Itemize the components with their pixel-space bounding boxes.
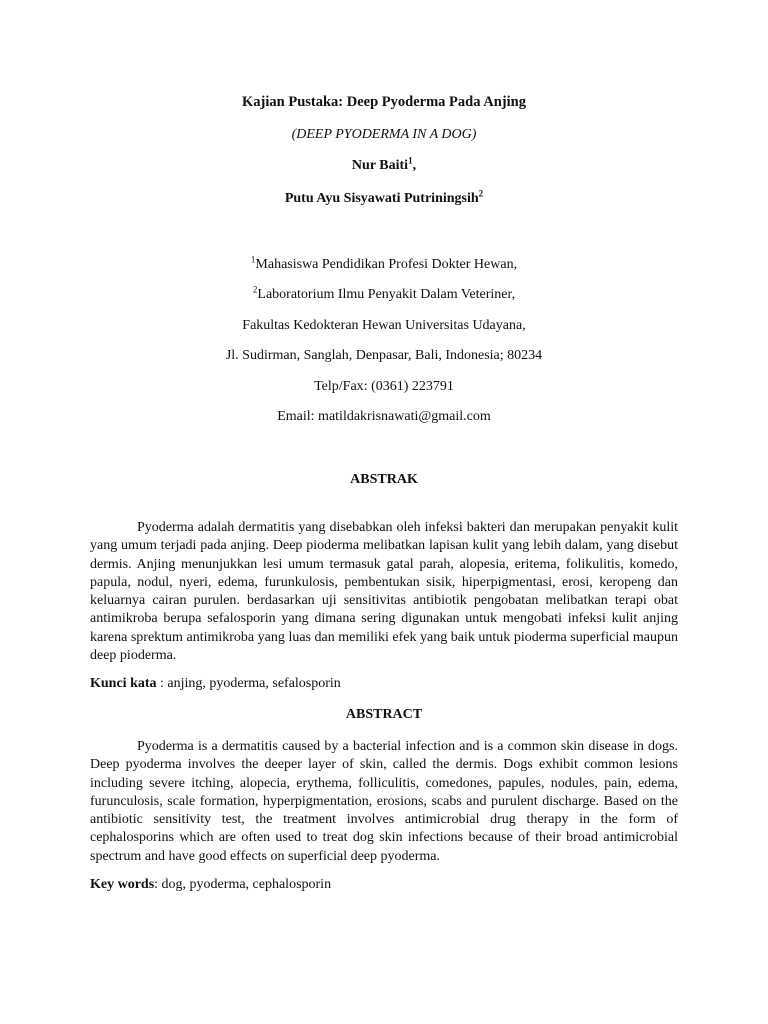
abstract-keywords-label: Key words [90,877,155,892]
affiliation-2 [0,284,768,303]
affiliation-email: Email: matildakrisnawati@gmail.com [277,409,491,424]
author-1 [0,155,768,174]
affiliation-1-text: Mahasiswa Pendidikan Profesi Dokter Hewan, [255,257,518,272]
abstrak-keywords-text: : anjing, pyoderma, sefalosporin [156,676,341,691]
author-1-name: Nur Baiti [351,158,409,173]
abstrak-body-text: Pyoderma adalah dermatitis yang disebabkan oleh infeksi bakteri dan merupakan penyakit kulit yang umum terjadi pada anjing. Deep pioderma melibatkan lapisan kulit yang lebih dalam, yang disebut dermis. Anjing menunjukkan lesi umum termasuk gatal parah, alopesia, eritema, folikulitis, komedo, papula, nodul, nyeri, edema, furunkulosis, pembentukan sisik, hiperpigmentasi, erosi, keropeng dan keluarnya cairan purulen. berdasarkan uji sensitivitas antibiotik pengobatan melibatkan terapi obat antimikroba berupa sefalosporin yang dimana sering digunakan untuk mengobati infeksi kulit anjing karena sprektum antimikroba yang luas dan memiliki efek yang baik untuk pioderma superficial maupun deep pioderma. [90,520,678,664]
affiliation-phone: Telp/Fax: (0361) 223791 [314,379,454,394]
affiliation-1 [0,254,768,273]
author-2 [0,188,768,207]
abstract-body [90,738,678,866]
abstract-keywords [90,877,678,893]
affiliation-2-sup: 2 [252,284,258,295]
affiliation-1-sup: 1 [250,254,256,265]
affiliation-2-text: Laboratorium Ilmu Penyakit Dalam Veteriner, [257,287,516,302]
abstrak-heading: ABSTRAK [350,472,418,487]
author-1-sup: 1 [408,155,413,166]
paper-subtitle: (DEEP PYODERMA IN A DOG) [291,127,477,142]
abstract-heading: ABSTRACT [345,707,423,722]
abstract-body-text: Pyoderma is a dermatitis caused by a bacterial infection and is a common skin disease in dogs. Deep pyoderma involves the deeper layer of skin, called the dermis. Dogs exhibit common lesions including severe itching, alopecia, erythema, folliculitis, comedones, papules, nodules, pain, edema, furunculosis, scale formation, hyperpigmentation, erosions, scabs and purulent discharge. Based on the antibiotic sensitivity test, the treatment involves antimicrobial drug therapy in the form of cephalosporins which are often used to treat dog skin infections because of their broad antimicrobial spectrum and have good effects on superficial deep pyoderma. [90,739,678,864]
author-1-suffix: , [412,158,417,173]
abstrak-keywords [90,676,678,692]
abstrak-body [90,519,678,665]
paper-title: Kajian Pustaka: Deep Pyoderma Pada Anjing [242,94,526,110]
abstrak-keywords-label: Kunci kata [90,676,157,691]
affiliation-address: Jl. Sudirman, Sanglah, Denpasar, Bali, Indonesia; 80234 [225,348,543,363]
author-2-name: Putu Ayu Sisyawati Putriningsih [284,191,479,206]
affiliation-faculty: Fakultas Kedokteran Hewan Universitas Udayana, [242,318,526,333]
author-2-sup: 2 [478,188,484,199]
abstract-keywords-text: : dog, pyoderma, cephalosporin [154,877,332,892]
